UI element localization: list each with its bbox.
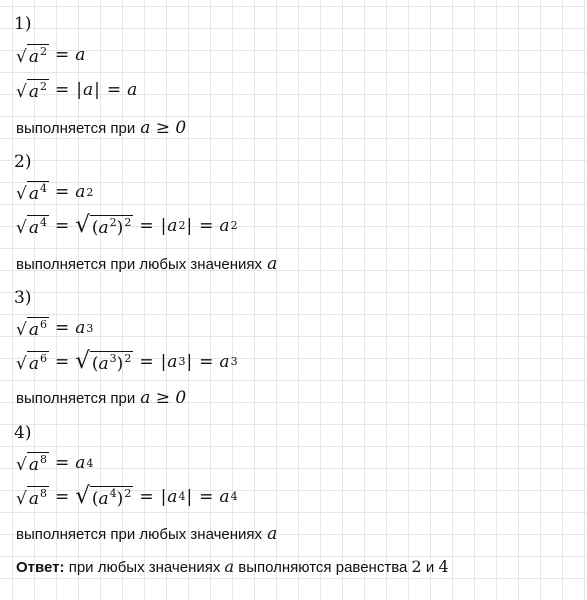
item-3-number: 3): [14, 288, 32, 308]
item-1-result: [16, 118, 186, 138]
item-4-number: 4): [14, 423, 32, 443]
item-2-result-text: выполняется при любых значениях: [16, 256, 263, 273]
item-2-number: 2): [14, 152, 32, 172]
answer-number-1: 2: [411, 557, 422, 576]
answer-line: [16, 557, 449, 576]
item-3-equation: √ $a^6$ = a 3: [16, 318, 94, 340]
item-3-condition: a ≥ 0: [140, 388, 187, 408]
item-1-number: 1): [14, 14, 32, 34]
item-3-result-text: выполняется при: [16, 390, 136, 407]
item-4-equation: √ $a^8$ = a 4: [16, 453, 94, 475]
answer-text-before: при любых значениях: [68, 559, 221, 576]
item-1-equation: √ $a^2$ = a: [16, 45, 86, 67]
item-4-derivation: √ $a^8$ = √ $(a^4)^2$ = | a 4 | = a 4: [16, 483, 238, 509]
item-1-result-text: выполняется при: [16, 120, 136, 137]
item-2-result: [16, 254, 277, 274]
item-2-derivation: √ $a^4$ = √ $(a^2)^2$ = | a 2 | = a 2: [16, 212, 238, 238]
item-3-derivation: √ $a^6$ = √ $(a^3)^2$ = | a 3 | = a 3: [16, 348, 238, 374]
item-4-result-text: выполняется при любых значениях: [16, 526, 263, 543]
item-3-result: [16, 388, 186, 408]
answer-label: Ответ:: [16, 559, 65, 576]
item-1-derivation: √ $a^2$ = | a | = a: [16, 80, 138, 102]
answer-number-2: 4: [438, 557, 449, 576]
item-4-condition: a: [267, 524, 278, 544]
item-4-result: [16, 524, 277, 544]
answer-text-after: выполняются равенства: [238, 559, 408, 576]
item-2-condition: a: [267, 254, 278, 274]
answer-variable: a: [224, 557, 235, 576]
item-1-condition: a ≥ 0: [140, 118, 187, 138]
answer-conjunction: и: [425, 559, 435, 576]
item-2-equation: √ $a^4$ = a 2: [16, 182, 94, 204]
